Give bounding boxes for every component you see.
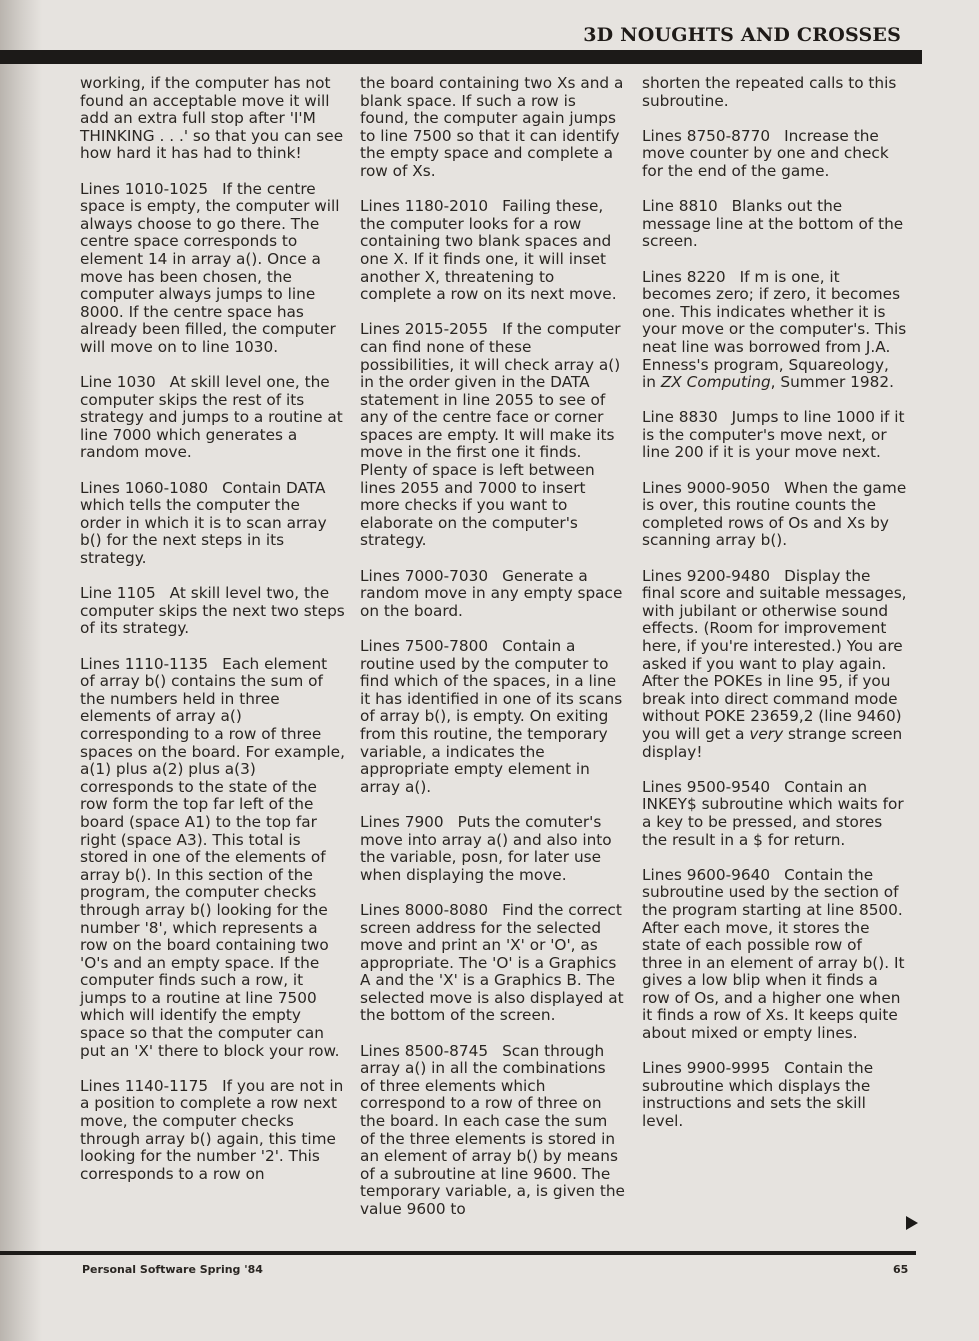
paragraph-heading: Line 8810 bbox=[642, 197, 718, 216]
paragraph-text: Failing these, the computer looks for a row containing two blank spaces and one X. If it finds one, it will inset another X, threatening to complete a row on its next move. bbox=[360, 197, 617, 304]
paragraph-text: Contain DATA which tells the computer the order in which it is to scan array b() for the next steps in its strategy. bbox=[80, 478, 327, 568]
paragraph-heading: Lines 8500-8745 bbox=[360, 1041, 489, 1060]
paragraph bbox=[80, 585, 345, 638]
paragraph-text: Find the correct screen address for the selected move and print an 'X' or 'O', as appropriate. The 'O' is a Graphics A and the 'X' is a Graphics B. The selected move is also displayed at the bottom of the screen. bbox=[360, 900, 624, 1025]
paragraph bbox=[360, 568, 625, 621]
footer-rule bbox=[0, 1251, 916, 1255]
emphasis-text: very bbox=[749, 724, 784, 743]
paragraph-text: Blanks out the message line at the bottom of the screen. bbox=[642, 197, 904, 251]
paragraph-heading: Lines 1110-1135 bbox=[80, 654, 209, 673]
paragraph-heading: Lines 9900-9995 bbox=[642, 1059, 771, 1078]
paragraph bbox=[360, 902, 625, 1025]
paragraph-heading: Lines 9200-9480 bbox=[642, 566, 771, 585]
paragraph-heading: Lines 1180-2010 bbox=[360, 197, 489, 216]
paragraph-heading: Lines 9500-9540 bbox=[642, 777, 771, 796]
continue-arrow-icon bbox=[906, 1216, 918, 1230]
paragraph-heading: Lines 8220 bbox=[642, 267, 726, 286]
magazine-title: ZX Computing bbox=[660, 373, 771, 392]
paragraph bbox=[360, 638, 625, 796]
paragraph-heading: Lines 2015-2055 bbox=[360, 320, 489, 339]
paragraph-text: , Summer 1982. bbox=[770, 373, 894, 392]
paragraph-heading: Lines 9000-9050 bbox=[642, 478, 771, 497]
paragraph bbox=[642, 779, 907, 849]
page-number: 65 bbox=[893, 1263, 909, 1276]
paragraph-heading: Lines 7900 bbox=[360, 812, 444, 831]
paragraph-heading: Lines 7000-7030 bbox=[360, 566, 489, 585]
paragraph bbox=[642, 568, 907, 762]
paragraph bbox=[360, 75, 625, 181]
paragraph-text: Generate a random move in any empty space on the board. bbox=[360, 566, 623, 620]
paragraph bbox=[360, 198, 625, 304]
paragraph-text: If the computer can find none of these possibilities, it will check array a() in the order given in the DATA statement in line 2055 to see of any of the centre face or corner spaces are empty. It will make its move in the first one it finds. Plenty of space is left between lines 2055 and 7000 to insert more checks if you want to elaborate on the computer's strategy. bbox=[360, 320, 621, 550]
paragraph-text: When the game is over, this routine counts the completed rows of Os and Xs by scanning array b(). bbox=[642, 478, 907, 550]
paragraph-text: If the centre space is empty, the computer will always choose to go there. The centre space corresponds to element 14 in array a(). Once a move has been chosen, the computer always jumps to line 8000. If the centre space has already been filled, the computer will move on to line 1030. bbox=[80, 179, 340, 356]
paragraph bbox=[80, 656, 345, 1061]
paragraph-text: At skill level two, the computer skips the next two steps of its strategy. bbox=[80, 584, 345, 638]
paragraph bbox=[642, 198, 907, 251]
text-column-2 bbox=[360, 75, 625, 1236]
paragraph bbox=[80, 181, 345, 357]
paragraph-text: Contain the subroutine used by the section of the program starting at line 8500. After each move, it stores the state of each possible row of three in an element of array b(). It gives a low blip when it finds a row of Os, and a higher one when it finds a row of Xs. It keeps quite about mixed or empty lines. bbox=[642, 865, 905, 1043]
paragraph-text: Jumps to line 1000 if it is the computer's move next, or line 200 if it is your move next. bbox=[642, 408, 905, 462]
paragraph-heading: Lines 1010-1025 bbox=[80, 179, 209, 198]
paragraph-heading: Lines 8000-8080 bbox=[360, 900, 489, 919]
paragraph bbox=[642, 867, 907, 1043]
paragraph bbox=[642, 128, 907, 181]
paragraph-heading: Lines 1060-1080 bbox=[80, 478, 209, 497]
paragraph-heading: Line 1030 bbox=[80, 373, 156, 392]
paragraph-text: Puts the comuter's move into array a() and also into the variable, posn, for later use when displaying the move. bbox=[360, 812, 612, 884]
page-binding-shadow bbox=[0, 0, 42, 1341]
paragraph bbox=[642, 409, 907, 462]
paragraph-text: Contain the subroutine which displays the instructions and sets the skill level. bbox=[642, 1059, 874, 1131]
paragraph-text: If m is one, it becomes zero; if zero, it becomes one. This indicates whether it is your move or the computer's. This neat line was borrowed from J.A. Enness's program, Squareology, in bbox=[642, 267, 907, 392]
paragraph-text: Display the final score and suitable messages, with jubilant or otherwise sound effects. (Room for improvement here, if you're interested.) You are asked if you want to play again. After the POKEs in line 95, if you break into direct command mode without POKE 23659,2 (line 9460) you will get a bbox=[642, 566, 907, 743]
paragraph bbox=[642, 480, 907, 550]
paragraph-text: At skill level one, the computer skips the rest of its strategy and jumps to a routine at line 7000 which generates a random move. bbox=[80, 373, 343, 462]
paragraph bbox=[642, 75, 907, 110]
paragraph bbox=[80, 480, 345, 568]
text-column-3 bbox=[642, 75, 907, 1148]
paragraph bbox=[360, 1043, 625, 1219]
paragraph-text: working, if the computer has not found an acceptable move it will add an extra full stop after 'I'M THINKING . . .' so that you can see how hard it has had to think! bbox=[80, 74, 344, 163]
paragraph-heading: Lines 1140-1175 bbox=[80, 1076, 209, 1095]
paragraph-text: the board containing two Xs and a blank space. If such a row is found, the computer again jumps to line 7500 so that it can identify the empty space and complete a row of Xs. bbox=[360, 74, 624, 180]
paragraph bbox=[80, 75, 345, 163]
paragraph-heading: Lines 7500-7800 bbox=[360, 637, 489, 655]
paragraph-text: shorten the repeated calls to this subroutine. bbox=[642, 74, 897, 110]
paragraph-text: strange screen display! bbox=[642, 724, 903, 761]
paragraph-text: Contain an INKEY$ subroutine which waits for a key to be pressed, and stores the result in a $ for return. bbox=[642, 777, 904, 849]
paragraph-text: Each element of array b() contains the sum of the numbers held in three elements of array a() corresponding to a row of three spaces on the board. For example, a(1) plus a(2) plus a(3) corresponds to the state of the row form the top far left of the board (space A1) to the top far right (space A3). This total is stored in one of the elements of array b(). In this section of the program, the computer checks through array b() looking for the number '8', which represents a row on the board containing two 'O's and an empty space. If the computer finds such a row, it jumps to a routine at line 7500 which will identify the empty space so that the computer can put an 'X' there to block your row. bbox=[80, 654, 345, 1060]
section-title: 3D NOUGHTS AND CROSSES bbox=[583, 24, 901, 46]
header-rule bbox=[0, 50, 922, 64]
publication-footer: Personal Software Spring '84 bbox=[82, 1263, 263, 1276]
text-column-1 bbox=[80, 75, 345, 1201]
paragraph bbox=[360, 814, 625, 884]
paragraph bbox=[80, 374, 345, 462]
paragraph bbox=[642, 1060, 907, 1130]
paragraph bbox=[642, 269, 907, 392]
paragraph-text: Scan through array a() in all the combinations of three elements which correspond to a row of three on the board. In each case the sum of the three elements is stored in an element of array b() by means of a subroutine at line 9600. The temporary variable, a, is given the value 9600 to bbox=[360, 1041, 625, 1218]
paragraph-heading: Lines 9600-9640 bbox=[642, 865, 771, 884]
paragraph bbox=[80, 1078, 345, 1184]
paragraph-text: Increase the move counter by one and check for the end of the game. bbox=[642, 126, 889, 180]
paragraph-text: Contain a routine used by the computer to find which of the spaces, in a line it has identified in one of its scans of array b(), is empty. On exiting from this routine, the temporary variable, a indicates the appropriate empty element in array a(). bbox=[360, 637, 623, 796]
paragraph-heading: Lines 8750-8770 bbox=[642, 126, 771, 145]
paragraph-text: If you are not in a position to complete a row next move, the computer checks through array b() again, this time looking for the number '2'. This corresponds to a row on bbox=[80, 1076, 344, 1183]
paragraph bbox=[360, 321, 625, 550]
paragraph-heading: Line 8830 bbox=[642, 408, 718, 427]
paragraph-heading: Line 1105 bbox=[80, 584, 156, 603]
